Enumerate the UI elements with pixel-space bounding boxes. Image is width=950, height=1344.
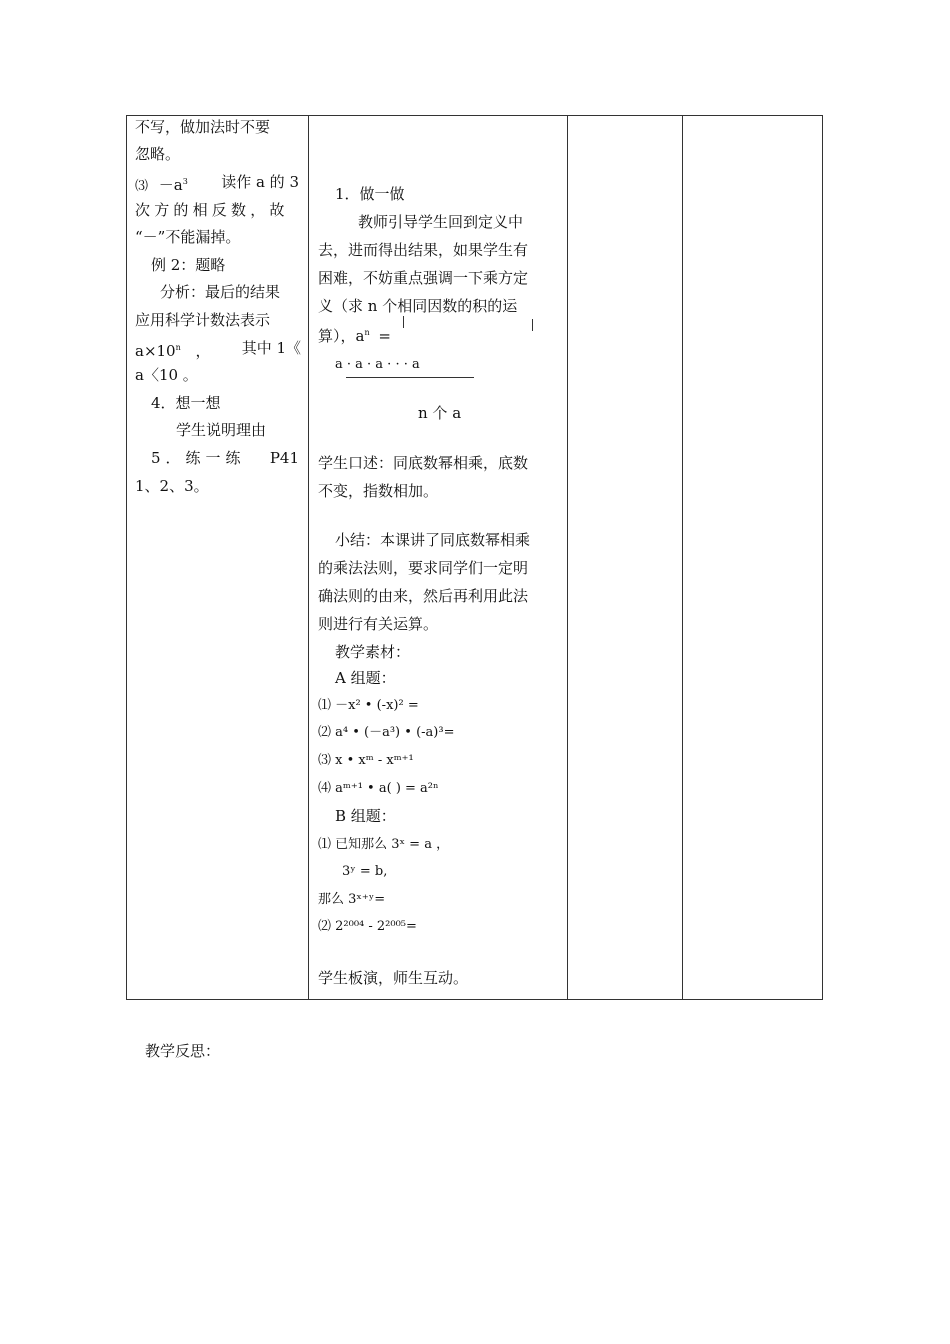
text-line: 则进行有关运算。 <box>318 615 439 633</box>
group-heading: A 组题： <box>335 669 396 687</box>
text-line: 例 2：题略 <box>151 256 226 274</box>
text-line: a〈10 。 <box>135 366 198 384</box>
text-line: 小结：本课讲了同底数幂相乘 <box>335 531 531 549</box>
equals-sign: = <box>378 327 391 345</box>
exercise-item: ⑷ aᵐ⁺¹ • a( ) = a²ⁿ <box>318 781 439 796</box>
text-line: 学生板演，师生互动。 <box>318 969 469 987</box>
text-line: 教师引导学生回到定义中 <box>358 213 524 231</box>
text-line: 困难，不妨重点强调一下乘方定 <box>318 269 529 287</box>
reflection-heading: 教学反思： <box>145 1042 221 1060</box>
text-line: 分析：最后的结果 <box>160 283 281 301</box>
expression: a×10 <box>135 342 176 360</box>
text-line: 不写，做加法时不要 <box>135 118 271 136</box>
section-heading: 1．做一做 <box>335 185 405 203</box>
lesson-table <box>126 115 823 1000</box>
text-line: 次方的相反数，故 <box>135 201 289 219</box>
empty-column <box>683 116 823 1000</box>
text-line: 学生说明理由 <box>176 421 267 439</box>
text-line <box>135 172 299 197</box>
text-line: 学生口述：同底数幂相乘，底数 <box>318 454 529 472</box>
text-line <box>135 338 301 361</box>
exercise-item: ⑶ x • xᵐ - xᵐ⁺¹ <box>318 753 414 768</box>
text-line: 确法则的由来，然后再利用此法 <box>318 587 529 605</box>
text-line <box>151 448 299 468</box>
text-line: 1、2、3。 <box>135 477 209 495</box>
text-fragment: 5．练一练 <box>151 449 246 467</box>
text-line: 教学素材： <box>335 643 411 661</box>
empty-column <box>568 116 683 1000</box>
exercise-item: ⑵ a⁴ • (－a³) • (-a)³= <box>318 725 455 740</box>
text-line: 不变，指数相加。 <box>318 482 439 500</box>
exercise-item: 3ʸ = b, <box>342 864 388 879</box>
text-fragment: ， <box>195 342 211 360</box>
table-row <box>127 116 823 1000</box>
text-line: 去，进而得出结果，如果学生有 <box>318 241 529 259</box>
text-line: “－”不能漏掉。 <box>135 228 241 246</box>
text-fragment: 其中 1《 <box>241 339 301 357</box>
text-line: n 个 a <box>418 404 462 422</box>
expression: $-a^3$ <box>158 176 188 194</box>
text-fragment: 读作 a 的 3 <box>221 173 299 191</box>
fraction-line <box>346 377 474 378</box>
text-line: 应用科学计数法表示 <box>135 311 271 329</box>
group-heading: B 组题： <box>335 807 396 825</box>
text-line: 4．想一想 <box>151 394 221 412</box>
exponent: n <box>175 343 181 352</box>
text-line <box>318 323 391 346</box>
text-line: 忽略。 <box>135 145 181 163</box>
exponent: n <box>364 328 370 337</box>
brace-left-tick <box>403 316 404 328</box>
exercise-item: ⑴ 已知那么 3ˣ = a ， <box>318 837 450 852</box>
text-line: 的乘法法则，要求同学们一定明 <box>318 559 529 577</box>
exercise-item: ⑴ －x² • (-x)² = <box>318 698 419 713</box>
exercise-item: ⑵ 2²⁰⁰⁴ - 2²⁰⁰⁵= <box>318 919 417 934</box>
text-line: 义（求 n 个相同因数的积的运 <box>318 297 518 315</box>
brace-right-tick <box>532 319 533 331</box>
process-column <box>127 116 309 1000</box>
exercise-item: 那么 3ˣ⁺ʸ= <box>318 892 386 907</box>
activity-column <box>309 116 568 1000</box>
item-number: ⑶ <box>135 179 149 194</box>
product-expression: a · a · a · · · a <box>335 357 420 372</box>
page-ref: P41 <box>269 449 299 467</box>
text-fragment: 算），a <box>318 327 365 345</box>
